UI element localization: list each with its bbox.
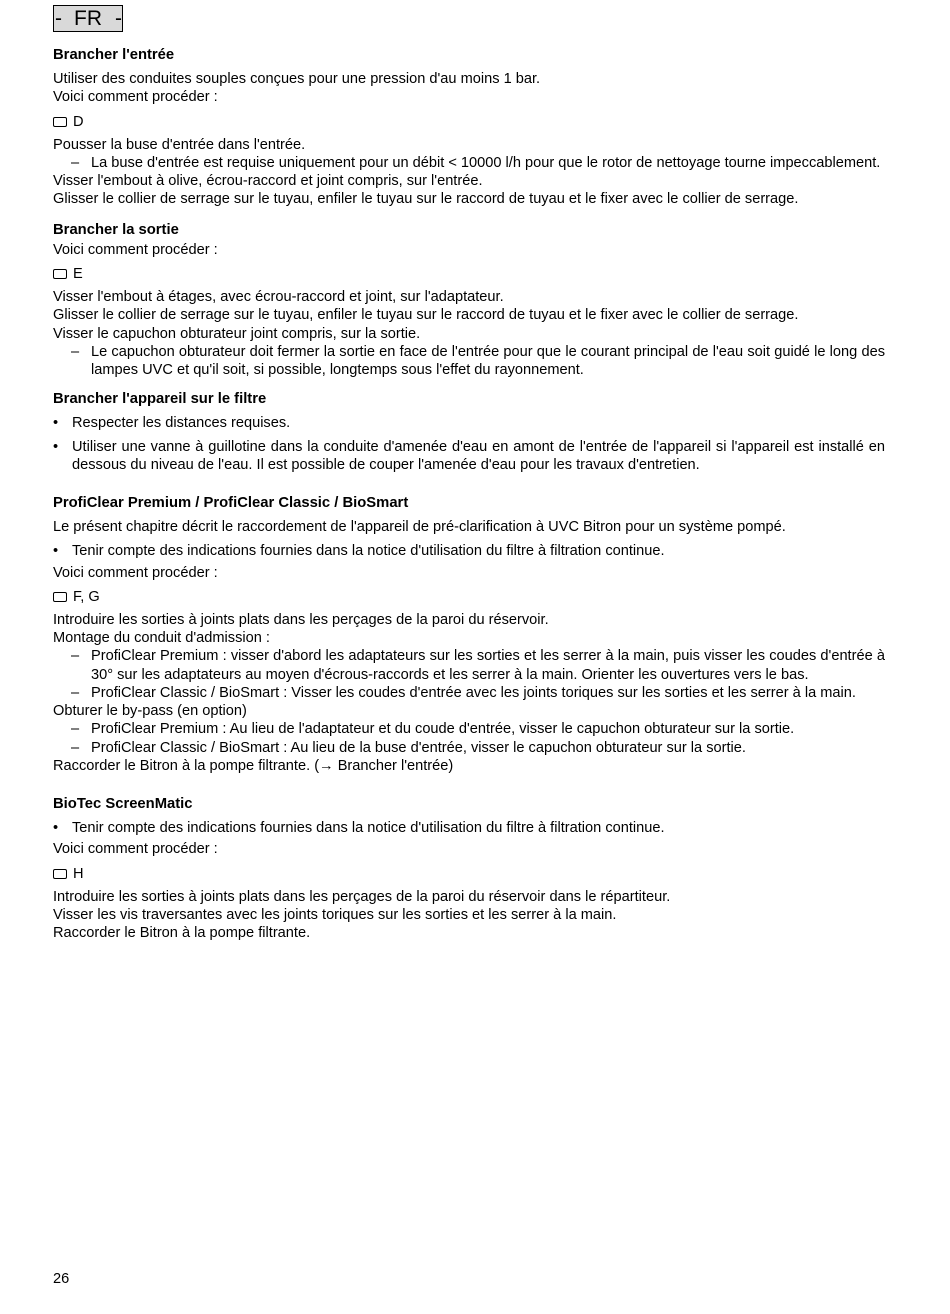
section-heading: ProfiClear Premium / ProfiClear Classic / BioSmart bbox=[53, 495, 409, 512]
paragraph: Raccorder le Bitron à la pompe filtrante. (→ Brancher l'entrée) bbox=[53, 757, 454, 774]
dash-item: – La buse d'entrée est requise uniquement pour un débit < 10000 l/h pour que le rotor de nettoyage tourne impeccablement. bbox=[53, 154, 885, 172]
bullet-item: • Tenir compte des indications fournies dans la notice d'utilisation du filtre à filtration continue. bbox=[53, 819, 885, 837]
section-heading: Brancher l'appareil sur le filtre bbox=[53, 391, 267, 408]
bullet-item: • Utiliser une vanne à guillotine dans la conduite d'amenée d'eau en amont de l'entrée de l'appareil si l'appareil est installé en dessous du niveau de l'eau. Il est possible de couper l'amenée d'eau pour les travaux d'entretien. bbox=[53, 438, 885, 474]
lang-dash-left: - bbox=[55, 7, 62, 30]
figure-reference bbox=[53, 265, 885, 283]
dash-item: – ProfiClear Premium : visser d'abord les adaptateurs sur les sorties et les serrer à la main, puis visser les coudes d'entrée à 30° sur les adaptateurs au moyen d'écrous-raccords et les serrer à la main. Orienter les ouvertures vers le bas. bbox=[53, 647, 885, 683]
bullet-item: • Respecter les distances requises. bbox=[53, 414, 885, 432]
paragraph: Raccorder le Bitron à la pompe filtrante. bbox=[53, 925, 311, 942]
paragraph: Introduire les sorties à joints plats dans les perçages de la paroi du réservoir dans le répartiteur. bbox=[53, 888, 671, 905]
section-connect-filter bbox=[53, 390, 885, 474]
paragraph: Montage du conduit d'admission : bbox=[53, 630, 270, 647]
language-tab bbox=[53, 5, 123, 32]
paragraph: Glisser le collier de serrage sur le tuyau, enfiler le tuyau sur le raccord de tuyau et le fixer avec le collier de serrage. bbox=[53, 191, 799, 208]
section-outlet bbox=[53, 221, 885, 380]
section-inlet bbox=[53, 46, 885, 209]
figure-label: H bbox=[73, 865, 84, 882]
bullet-item: • Tenir compte des indications fournies dans la notice d'utilisation du filtre à filtration continue. bbox=[53, 542, 885, 560]
paragraph: Visser l'embout à étages, avec écrou-raccord et joint, sur l'adaptateur. bbox=[53, 289, 504, 306]
paragraph: Introduire les sorties à joints plats dans les perçages de la paroi du réservoir. bbox=[53, 612, 549, 629]
paragraph: Voici comment procéder : bbox=[53, 841, 218, 858]
figure-label: D bbox=[73, 113, 84, 130]
figure-reference bbox=[53, 588, 885, 606]
paragraph: Voici comment procéder : bbox=[53, 564, 218, 581]
paragraph: Voici comment procéder : bbox=[53, 89, 218, 106]
dash-item: – Le capuchon obturateur doit fermer la sortie en face de l'entrée pour que le courant principal de l'eau soit guidé le long des lampes UVC et qu'il soit, si possible, longtemps sous l'effet du rayonnement. bbox=[53, 343, 885, 379]
lang-code: FR bbox=[74, 7, 102, 30]
lang-dash-right: - bbox=[115, 7, 122, 30]
dash-item: – ProfiClear Classic / BioSmart : Visser les coudes d'entrée avec les joints toriques sur les sorties et les serrer à la main. bbox=[53, 684, 885, 702]
figure-reference bbox=[53, 865, 885, 883]
page-number: 26 bbox=[53, 1271, 70, 1287]
figure-book-icon bbox=[53, 269, 67, 279]
dash-item: – ProfiClear Premium : Au lieu de l'adaptateur et du coude d'entrée, visser le capuchon obturateur sur la sortie. bbox=[53, 720, 885, 738]
figure-label: F, G bbox=[73, 588, 100, 605]
section-heading: BioTec ScreenMatic bbox=[53, 795, 193, 812]
figure-book-icon bbox=[53, 592, 67, 602]
paragraph: Visser les vis traversantes avec les joints toriques sur les sorties et les serrer à la main. bbox=[53, 906, 617, 923]
paragraph: Glisser le collier de serrage sur le tuyau, enfiler le tuyau sur le raccord de tuyau et le fixer avec le collier de serrage. bbox=[53, 307, 799, 324]
paragraph: Le présent chapitre décrit le raccordement de l'appareil de pré-clarification à UVC Bitron pour un système pompé. bbox=[53, 519, 786, 536]
document-body bbox=[53, 46, 885, 942]
paragraph: Pousser la buse d'entrée dans l'entrée. bbox=[53, 136, 306, 153]
section-proficlear bbox=[53, 494, 885, 775]
paragraph: Visser le capuchon obturateur joint compris, sur la sortie. bbox=[53, 325, 421, 342]
figure-label: E bbox=[73, 266, 83, 283]
paragraph: Visser l'embout à olive, écrou-raccord et joint compris, sur l'entrée. bbox=[53, 173, 483, 190]
figure-book-icon bbox=[53, 117, 67, 127]
paragraph: Utiliser des conduites souples conçues pour une pression d'au moins 1 bar. bbox=[53, 71, 541, 88]
paragraph: Voici comment procéder : bbox=[53, 241, 218, 258]
section-screenmatic bbox=[53, 795, 885, 942]
figure-book-icon bbox=[53, 869, 67, 879]
dash-item: – ProfiClear Classic / BioSmart : Au lieu de la buse d'entrée, visser le capuchon obturateur sur la sortie. bbox=[53, 739, 885, 757]
figure-reference bbox=[53, 113, 885, 131]
section-heading: Brancher l'entrée bbox=[53, 47, 175, 63]
section-heading: Brancher la sortie bbox=[53, 221, 179, 238]
paragraph: Obturer le by-pass (en option) bbox=[53, 703, 247, 720]
